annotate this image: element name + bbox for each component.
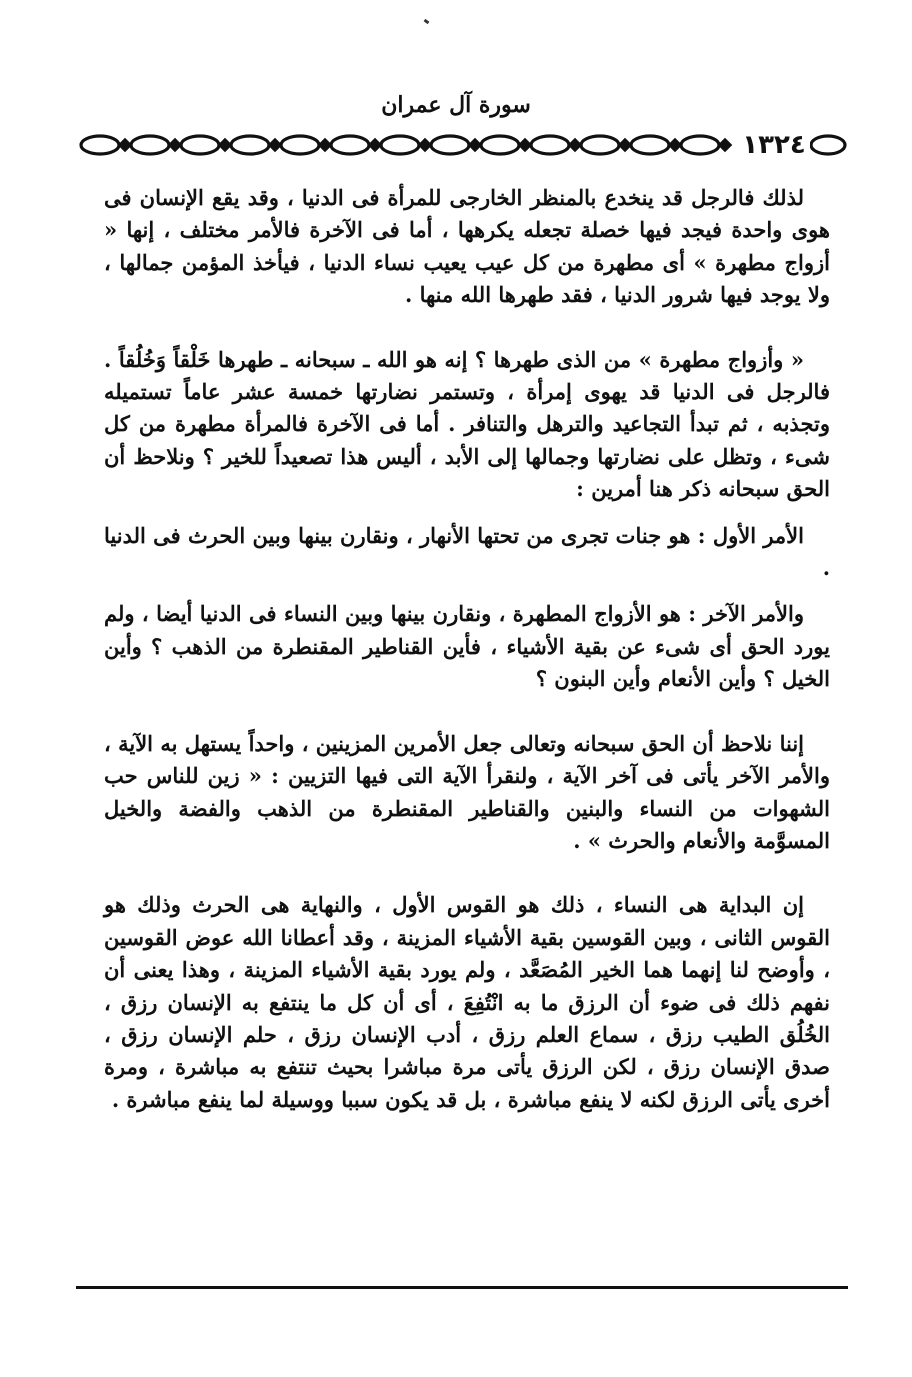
ornament-oval	[481, 136, 519, 154]
ornament-diamond	[720, 140, 730, 150]
ornament-diamond	[470, 140, 480, 150]
ornament-oval	[811, 136, 845, 154]
ornament-oval	[181, 136, 219, 154]
ornament-diamond	[420, 140, 430, 150]
ornament-oval	[231, 136, 269, 154]
ornament-diamond	[570, 140, 580, 150]
paragraph-4: والأمر الآخر : هو الأزواج المطهرة ، ونقارن بينها وبين النساء فى الدنيا أيضا ، ولم يورد الحق أى شىء عن بقية الأشياء ، فأين القناطير المقنطرة من الذهب ؟ وأين الخيل ؟ وأين الأنعام وأين البنون ؟	[104, 601, 830, 692]
paragraph-3: الأمر الأول : هو جنات تجرى من تحتها الأنهار ، ونقارن بينها وبين الحرث فى الدنيا .	[104, 522, 830, 581]
ornament-diamond	[520, 140, 530, 150]
paragraph-5: إننا نلاحظ أن الحق سبحانه وتعالى جعل الأمرين المزينين ، واحداً يستهل به الآية ، والأمر الآخر يأتى فى آخر الآية ، ولنقرأ الآية التى فيها التزيين : « زين للناس حب الشهوات من النساء والبنين والقناطير المقنطرة من الذهب والفضة والخيل المسوَّمة والأنعام والحرث » .	[104, 730, 830, 853]
ornament-diamond	[120, 140, 130, 150]
ornament-diamond	[170, 140, 180, 150]
paragraph-1: لذلك فالرجل قد ينخدع بالمنظر الخارجى للمرأة فى الدنيا ، وقد يقع الإنسان فى هوى واحدة فيجد فيها خصلة تجعله يكرهها ، أما فى الآخرة فالأمر مختلف ، إنها « أزواج مطهرة » أى مطهرة من كل عيب يعيب نساء الدنيا ، فيأخذ المؤمن جمالها ، ولا يوجد فيها شرور الدنيا ، فقد طهرها الله منها .	[104, 185, 830, 308]
page-number: ١٣٢٤	[738, 128, 810, 162]
paragraph-6: إن البداية هى النساء ، ذلك هو القوس الأول ، والنهاية هى الحرث وذلك هو القوس الثانى ، وبين القوسين بقية الأشياء المزينة ، وقد أعطانا الله عوض القوسين ، وأوضح لنا إنهما هما الخير المُصَعَّد ، ولم يورد بقية الأشياء المزينة ، وهذا يعنى أن نفهم ذلك فى ضوء أن الرزق ما به انْتُفِعَ ، أى أن كل ما ينتفع به الإنسان رزق ، الخُلُق الطيب رزق ، سماع العلم رزق ، أدب الإنسان رزق ، حلم الإنسان رزق ، صدق الإنسان رزق ، لكن الرزق يأتى مرة مباشرا بحيث تنتفع به مباشرة ، ومرة أخرى يأتى الرزق لكنه لا ينفع مباشرة ، بل قد يكون سببا ووسيلة لما ينفع مباشرة .	[104, 892, 830, 1112]
ornament-oval	[331, 136, 369, 154]
ornament-oval	[381, 136, 419, 154]
ornament-oval	[581, 136, 619, 154]
ornament-oval	[81, 136, 119, 154]
scan-mark	[424, 19, 430, 24]
ornament-diamond	[620, 140, 630, 150]
ornament-diamond	[220, 140, 230, 150]
ornament-diamond	[270, 140, 280, 150]
surah-title: سورة آل عمران	[381, 92, 531, 118]
footer-rule	[76, 1286, 848, 1289]
ornament-oval	[281, 136, 319, 154]
ornament-oval	[431, 136, 469, 154]
ornament-oval	[531, 136, 569, 154]
paragraph-2: « وأزواج مطهرة » من الذى طهرها ؟ إنه هو الله ـ سبحانه ـ طهرها خَلْقاً وَخُلُقاً . فالرجل فى الدنيا قد يهوى إمرأة ، وتستمر نضارتها خمسة عشر عاماً تستميله وتجذبه ، ثم تبدأ التجاعيد والترهل والتنافر . أما فى الآخرة فالمرأة مطهرة من كل شىء ، وتظل على نضارتها وجمالها إلى الأبد ، أليس هذا تصعيداً للخير ؟ ونلاحظ أن الحق سبحانه ذكر هنا أمرين :	[104, 346, 830, 502]
header-ornament-band	[78, 128, 848, 162]
ornament-oval	[681, 136, 719, 154]
ornament-diamond	[670, 140, 680, 150]
ornament-oval	[131, 136, 169, 154]
ornament-oval	[631, 136, 669, 154]
page-body	[104, 182, 830, 1116]
ornament-diamond	[320, 140, 330, 150]
ornament-diamond	[370, 140, 380, 150]
